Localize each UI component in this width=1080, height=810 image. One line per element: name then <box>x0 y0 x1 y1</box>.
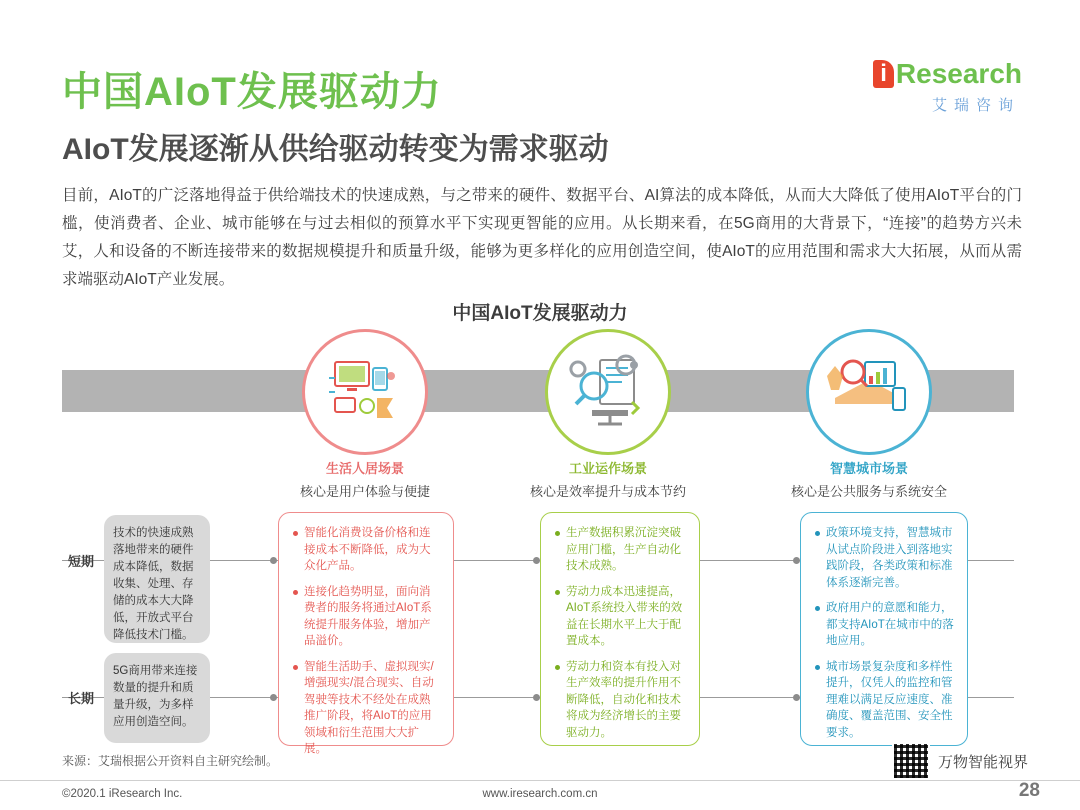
logo-i-mark: i <box>873 60 894 88</box>
logo-wordmark: Research <box>895 58 1022 89</box>
content-box-city <box>800 512 968 746</box>
wechat-qr-block <box>892 742 1028 780</box>
scenario-icon-city <box>806 329 932 455</box>
body-paragraph: 目前，AIoT的广泛落地得益于供给端技术的快速成熟，与之带来的硬件、数据平台、AI算法的成本降低，从而大大降低了使用AIoT平台的门槛，使消费者、企业、城市能够在与过去相似的预算水平下实现更智能的应用。从长期来看，在5G商用的大背景下，“连接”的趋势方兴未艾，人和设备的不断连接带来的数据规模提升和质量升级，能够为更多样化的应用创造空间，使AIoT的应用范围和需求大大拓展，从而从需求端驱动AIoT产业发展。 <box>62 187 1022 288</box>
list-item: 城市场景复杂度和多样性提升，仅凭人的监控和管理难以满足反应速度、准确度、覆盖范围、安全性要求。 <box>815 659 955 742</box>
list-item: 智能化消费设备价格和连接成本不断降低，成为大众化产品。 <box>293 525 441 575</box>
scenario-caption-city <box>749 458 989 500</box>
scenario-icon-home <box>302 329 428 455</box>
scenario-icon-industry <box>545 329 671 455</box>
row-dot <box>270 557 277 564</box>
scenario-caption-industry <box>488 458 728 500</box>
iresearch-logo <box>873 58 1022 115</box>
scenario-name: 生活人居场景 <box>325 461 404 476</box>
driver-box-technology: 技术的快速成熟落地带来的硬件成本降低，数据收集、处理、存储的成本大大降低，开放式平台降低技术门槛。 <box>104 515 210 643</box>
row-label-long: 长期 <box>68 691 95 706</box>
chart-title: 中国AIoT发展驱动力 <box>452 303 628 324</box>
row-label-short: 短期 <box>68 554 95 569</box>
copyright-text: ©2020.1 iResearch Inc. <box>62 788 183 800</box>
page-title: 中国AIoT发展驱动力 <box>62 70 442 114</box>
scenario-name: 工业运作场景 <box>568 461 647 476</box>
scenario-desc: 核心是效率提升与成本节约 <box>529 484 686 499</box>
scenario-desc: 核心是用户体验与便捷 <box>299 484 430 499</box>
row-dot <box>533 694 540 701</box>
list-item: 劳动力和资本有投入对生产效率的提升作用不断降低，自动化和技术将成为经济增长的主要驱动力。 <box>555 659 687 742</box>
page-subtitle: AIoT发展逐渐从供给驱动转变为需求驱动 <box>62 133 609 166</box>
content-box-industry <box>540 512 700 746</box>
list-item: 智能生活助手、虚拟现实/增强现实/混合现实、自动驾驶等技术不经处在成熟推广阶段，将AIoT的应用领域和衍生范围大大扩展。 <box>293 659 441 758</box>
row-dot <box>793 694 800 701</box>
qr-code-icon <box>892 742 930 780</box>
page-number: 28 <box>1018 780 1040 801</box>
scenario-name: 智慧城市场景 <box>829 461 908 476</box>
list-item: 政策环境支持，智慧城市从试点阶段进入到落地实践阶段，各类政策和标准体系逐渐完善。 <box>815 525 955 591</box>
source-note: 来源：艾瑞根据公开资料自主研究绘制。 <box>62 754 279 768</box>
driver-box-5g: 5G商用带来连接数量的提升和质量升级，为多样应用创造空间。 <box>104 653 210 743</box>
row-dot <box>533 557 540 564</box>
list-item: 连接化趋势明显，面向消费者的服务将通过AIoT系统提升服务体验，增加产品溢价。 <box>293 584 441 650</box>
footer-divider <box>0 780 1080 781</box>
scenario-caption-home <box>245 458 485 500</box>
scenario-desc: 核心是公共服务与系统安全 <box>790 484 947 499</box>
list-item: 政府用户的意愿和能力，都支持AIoT在城市中的落地应用。 <box>815 600 955 650</box>
wechat-account-name: 万物智能视界 <box>937 753 1028 771</box>
row-dot <box>793 557 800 564</box>
row-dot <box>270 694 277 701</box>
list-item: 劳动力成本迅速提高，AIoT系统投入带来的效益在长期水平上大于配置成本。 <box>555 584 687 650</box>
list-item: 生产数据积累沉淀突破应用门槛，生产自动化技术成熟。 <box>555 525 687 575</box>
website-url: www.iresearch.com.cn <box>482 788 598 800</box>
logo-chinese-name: 艾瑞咨询 <box>931 97 1020 114</box>
content-box-home <box>278 512 454 755</box>
